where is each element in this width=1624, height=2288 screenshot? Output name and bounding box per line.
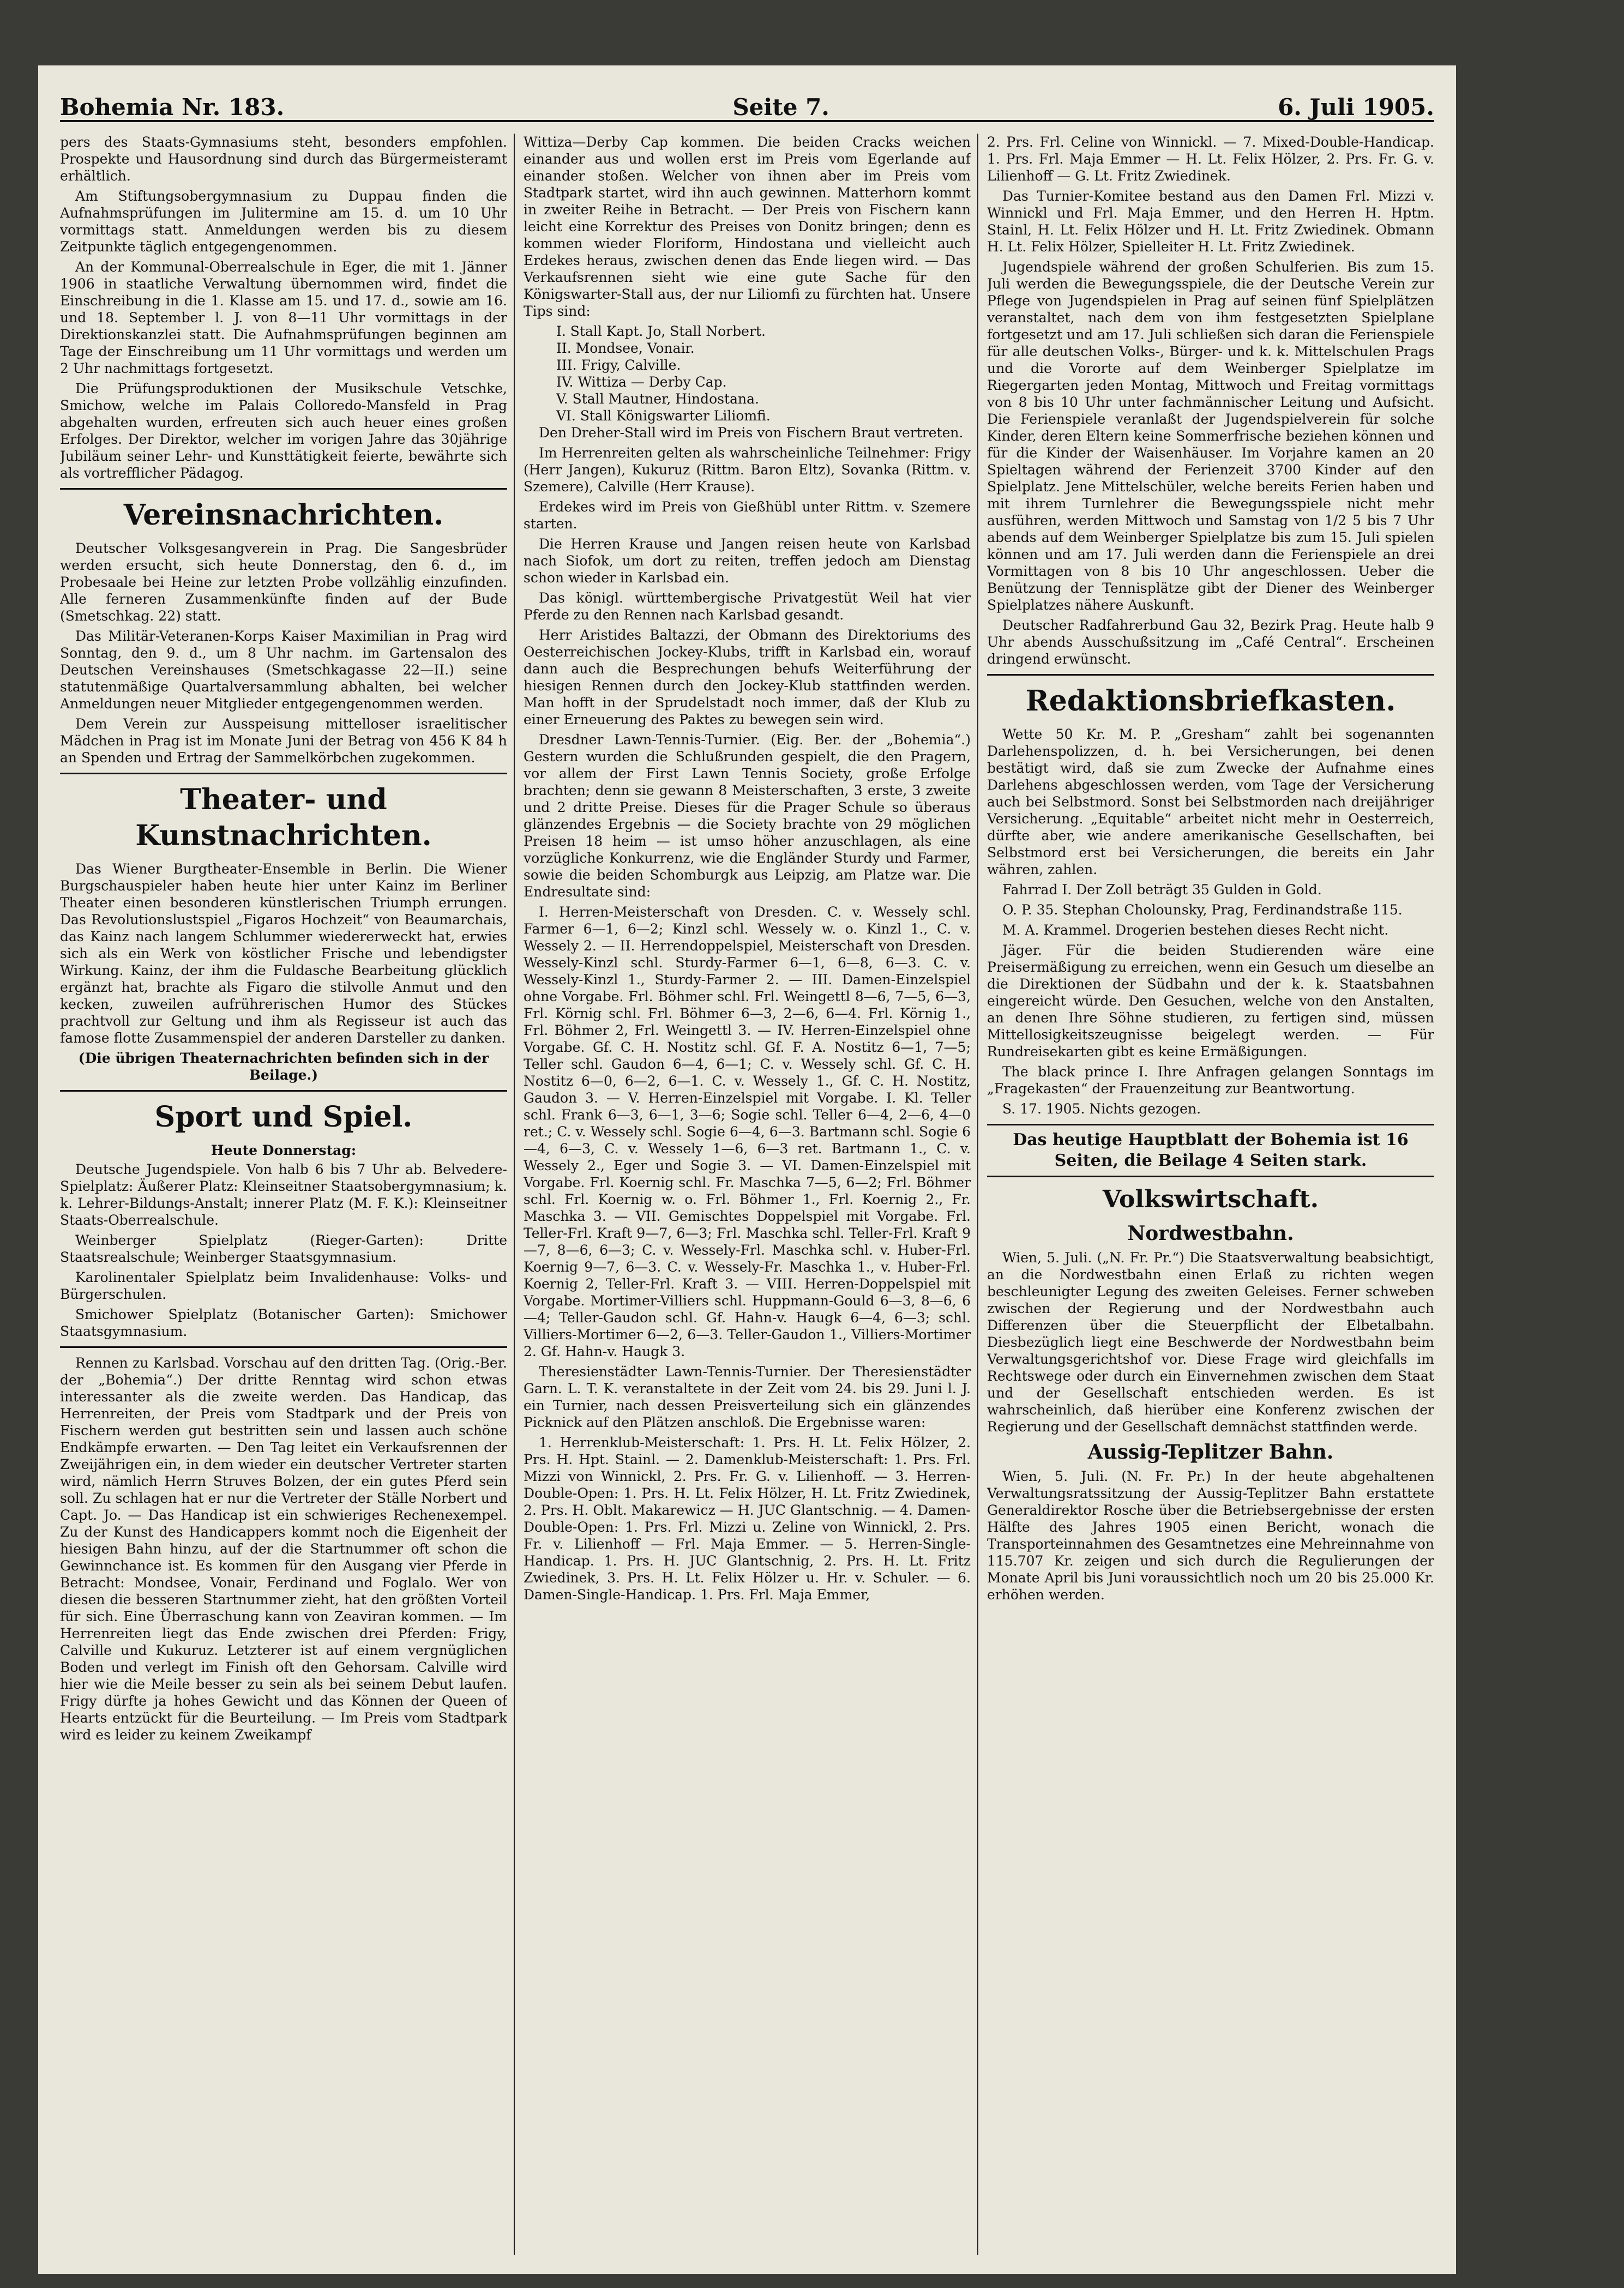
paragraph: Das Wiener Burgtheater-Ensemble in Berlin. Die Wiener Burgschauspieler haben heute hier unter Kainz im Berliner Theater einen besonderen künstlerischen Triumph errungen. Das Revolutionslustspiel „Figaros Hochzeit“ von Beaumarchais, das Kainz nach langem Schlummer wiedererweckt hat, erwies sich als ein Werk von köstlicher Frische und lebendigster Wirkung. Kainz, der ihm die Fuldasche Bearbeitung glücklich ergänzt hat, brachte als Figaro die stilvolle Anmut und den kecken, zuweilen aufrührerischen Humor des Stückes prachtvoll zur Geltung und ihm als Regisseur ist auch das famose flotte Zusammenspiel der anderen Darsteller zu danken.	[60, 861, 507, 1046]
paragraph: Herr Aristides Baltazzi, der Obmann des Direktoriums des Oesterreichischen Jockey-Klubs, trifft in Karlsbad ein, worauf dann auch die Besprechungen behufs Weiterführung der hiesigen Rennen durch den Jockey-Klub stattfinden werden. Man hofft in der Sprudelstadt noch immer, daß der Klub zu einer Erneuerung des Paktes zu bewegen sein wird.	[524, 627, 971, 727]
list-item: VI. Stall Königswarter Liliomfi.	[556, 408, 771, 424]
paragraph: Theresienstädter Lawn-Tennis-Turnier. Der Theresienstädter Garn. L. T. K. veranstaltete in der Zeit vom 24. bis 29. Juni l. J. ein Turnier, nach dessen Preisverteilung sich ein glänzendes Picknick auf den Plätzen anschloß. Die Ergebnisse waren:	[524, 1364, 971, 1430]
theater-note: (Die übrigen Theaternachrichten befinden sich in der Beilage.)	[78, 1050, 489, 1083]
paragraph: Jugendspiele während der großen Schulferien. Bis zum 15. Juli werden die Bewegungsspiele, die der Deutsche Verein zur Pflege von Jugendspielen in Prag auf seinen fünf Spielplätzen veranstaltet, nach dem von ihm festgesetzten Spielplane fortgesetzt und am 17. Juli schließen sich daran die Ferienspiele für alle deutschen Volks-, Bürger- und k. k. Mittelschulen Prags und die Vororte auf dem Weinberger Spielplatze im Riegergarten jeden Montag, Mittwoch und Freitag vormittags von 8 bis 10 Uhr unter fachmännischer Leitung und Aufsicht. Die Ferienspiele veranlaßt der Jugendspielverein für solche Kinder, deren Eltern keine Sommerfrische beziehen können und für die Kinder der Waisenhäuser. Im Vorjahre kamen an 20 Spieltagen während der Ferienzeit 3700 Kinder auf den Spielplatz. Jene Mittelschüler, welche bereits Ferien haben und mit ihrem Turnlehrer die Bewegungsspiele nicht mehr ausführen, werden Mittwoch und Samstag von 1/2 5 bis 7 Uhr abends auf dem Weinberger Spielplatze bis zum 15. Juli spielen können und am 17. Juli werden dann die Ferienspiele an drei Vormittagen von 8 bis 10 Uhr angeschlossen. Ueber die Benützung der Tennisplätze gibt der Diener des Weinberger Spielplatzes nähere Auskunft.	[987, 259, 1434, 613]
section-rule	[60, 773, 507, 774]
paragraph: 2. Prs. Frl. Celine von Winnickl. — 7. Mixed-Double-Handicap. 1. Prs. Frl. Maja Emmer — H. Lt. Felix Hölzer, 2. Prs. Fr. G. v. Lilienhoff — G. Lt. Fritz Zwiedinek.	[987, 134, 1434, 184]
paragraph: Die Prüfungsproduktionen der Musikschule Vetschke, Smichow, welche im Palais Colloredo-Mansfeld in Prag abgehalten wurden, erfreuten sich auch heuer eines großen Erfolges. Der Direktor, welcher im vorigen Jahre das 30jährige Jubiläum seiner Lehr- und Kunsttätigkeit feierte, bewährte sich als vortrefflicher Pädagog.	[60, 381, 507, 481]
paragraph: Das Militär-Veteranen-Korps Kaiser Maximilian in Prag wird Sonntag, den 9. d., um 8 Uhr nachm. im Gartensalon des Deutschen Vereinshauses (Smetschkagasse 22—II.) seine statutenmäßige Quartalversammlung abhalten, bei welcher Anmeldungen neuer Mitglieder entgegengenommen werden.	[60, 628, 507, 712]
paragraph: Deutsche Jugendspiele. Von halb 6 bis 7 Uhr ab. Belvedere-Spielplatz: Äußerer Platz: Kleinseitner Staatsobergymnasium; k. k. Lehrer-Bildungs-Anstalt; innerer Platz (M. F. K.): Kleinseitner Staats-Oberrealschule.	[60, 1161, 507, 1228]
paragraph: Dem Verein zur Ausspeisung mittelloser israelitischer Mädchen in Prag ist im Monate Juni der Betrag von 456 K 84 h an Spenden und Ertrag der Sammelkörbchen zugekommen.	[60, 716, 507, 766]
list-item: IV. Wittiza — Derby Cap.	[556, 374, 727, 390]
column-3	[987, 134, 1434, 2255]
paragraph: I. Herren-Meisterschaft von Dresden. C. v. Wessely schl. Farmer 6—1, 6—2; Kinzl schl. Wessely w. o. Kinzl 1., C. v. Wessely 2. — II. Herrendoppelspiel, Meisterschaft von Dresden. Wessely-Kinzl schl. Sturdy-Farmer 6—1, 6—8, 6—3. C. v. Wessely-Kinzl 1., Sturdy-Farmer 2. — III. Damen-Einzelspiel ohne Vorgabe. Frl. Böhmer schl. Frl. Weingettl 8—6, 7—5, 6—3, Frl. Körnig schl. Frl. Böhmer 6—3, 2—6, 6—4. Frl. Körnig 1., Frl. Böhmer 2, Frl. Weingettl 3. — IV. Herren-Einzelspiel ohne Vorgabe. Gf. C. H. Nostitz schl. Gf. F. A. Nostitz 6—1, 7—5; Teller schl. Gaudon 6—4, 6—1; C. v. Wessely schl. Gf. C. H. Nostitz 6—0, 6—2, 6—1. C. v. Wessely 1., Gf. C. H. Nostitz, Gaudon 3. — V. Herren-Einzelspiel mit Vorgabe. I. Kl. Teller schl. Frank 6—3, 6—1, 3—6; Sogie schl. Teller 6—4, 2—6, 4—0 ret.; C. v. Wessely schl. Sogie 6—4, 6—3. Bartmann schl. Sogie 6—4, 6—3, C. v. Wessely 1—6, 6—3 ret. Bartmann 1., C. v. Wessely 2., Eger und Sogie 3. — VI. Damen-Einzelspiel mit Vorgabe. Frl. Koernig schl. Fr. Maschka 7—5, 6—2; Frl. Böhmer schl. Frl. Koernig w. o. Frl. Böhmer 1., Frl. Koernig 2., Fr. Maschka 3. — VII. Gemischtes Doppelspiel mit Vorgabe. Frl. Teller-Frl. Kraft 9—7, 6—3; Frl. Maschka schl. Teller-Frl. Kraft 9—7, 8—6, 6—3; C. v. Wessely-Frl. Maschka schl. v. Huber-Frl. Koernig 9—7, 6—3. C. v. Wessely-Fr. Maschka 1., v. Huber-Frl. Koernig 2, Teller-Frl. Kraft 3. — VIII. Herren-Doppelspiel mit Vorgabe. Mortimer-Villiers schl. Huppmann-Gould 6—3, 8—6, 6—4; Teller-Gaudon schl. Gf. Hahn-v. Haugk 6—4, 6—3; schl. Villiers-Mortimer 6—2, 6—3. Teller-Gaudon 1., Villiers-Mortimer 2. Gf. Hahn-v. Haugk 3.	[524, 904, 971, 1359]
paragraph: Im Herrenreiten gelten als wahrscheinliche Teilnehmer: Frigy (Herr Jangen), Kukuruz (Rittm. Baron Eltz), Sovanka (Rittm. v. Szemere), Calville (Herr Krause).	[524, 445, 971, 495]
section-rule	[987, 674, 1434, 676]
paragraph: pers des Staats-Gymnasiums steht, besonders empfohlen. Prospekte und Hausordnung sind durch das Bürgermeisteramt erhältlich.	[60, 134, 507, 184]
paragraph: Am Stiftungsobergymnasium zu Duppau finden die Aufnahmsprüfungen im Julitermine am 15. d. um 10 Uhr vormittags statt. Anmeldungen werden bis zu diesem Zeitpunkte täglich entgegengenommen.	[60, 188, 507, 255]
masthead-date: 6. Juli 1905.	[1278, 94, 1434, 121]
section-rule	[60, 1090, 507, 1092]
masthead-paper: Bohemia Nr. 183.	[60, 94, 285, 121]
paragraph: Weinberger Spielplatz (Rieger-Garten): Dritte Staatsrealschule; Weinberger Staatsgymnasium.	[60, 1232, 507, 1265]
paragraph: M. A. Krammel. Drogerien bestehen dieses Recht nicht.	[1002, 922, 1389, 938]
masthead	[60, 87, 1434, 122]
paragraph: The black prince I. Ihre Anfragen gelangen Sonntags im „Fragekasten“ der Frauenzeitung zur Beantwortung.	[987, 1064, 1434, 1097]
paragraph: Jäger. Für die beiden Studierenden wäre eine Preisermäßigung zu erreichen, wenn ein Gesuch um dieselbe an die Direktionen der Südbahn und der k. k. Staatsbahnen eingereicht würde. Den Gesuchen, welche von den Anstalten, an denen Ihre Söhne studieren, zu fertigen sind, müssen Mittellosigkeitszeugnisse beigelegt werden. — Für Rundreisekarten gibt es keine Ermäßigungen.	[987, 942, 1434, 1059]
paragraph: Den Dreher-Stall wird im Preis von Fischern Braut vertreten.	[539, 425, 964, 441]
column-divider	[977, 134, 978, 2255]
list-item: III. Frigy, Calville.	[556, 357, 681, 373]
paragraph: Deutscher Radfahrerbund Gau 32, Bezirk Prag. Heute halb 9 Uhr abends Ausschußsitzung im „Café Central“. Erscheinen dringend erwünscht.	[987, 617, 1434, 667]
paragraph: Wien, 5. Juli. („N. Fr. Pr.“) Die Staatsverwaltung beabsichtigt, an die Nordwestbahn einen Erlaß zu richten wegen beschleunigter Legung des zweiten Geleises. Ferner schweben zwischen der Regierung und der Nordwestbahn auch Differenzen über die Steuerpflicht der Elbetalbahn. Diesbezüglich liegt eine Beschwerde der Nordwestbahn beim Verwaltungsgerichtshof vor. Diese Frage wird gleichfalls im Rechtswege oder durch ein Einvernehmen zwischen dem Staat und der Gesellschaft entschieden werden. Es ist wahrscheinlich, daß hierüber eine Konferenz zwischen der Regierung und der Gesellschaft demnächst stattfinden werde.	[987, 1250, 1434, 1435]
paragraph: Smichower Spielplatz (Botanischer Garten): Smichower Staatsgymnasium.	[60, 1306, 507, 1339]
section-rule	[60, 1346, 507, 1348]
column-1	[60, 134, 507, 2255]
column-2	[524, 134, 971, 2255]
paragraph: Fahrrad I. Der Zoll beträgt 35 Gulden in Gold.	[1002, 882, 1322, 898]
subheading: Heute Donnerstag:	[210, 1142, 357, 1158]
section-heading-volkswirtschaft: Volkswirtschaft.	[1102, 1185, 1319, 1213]
paragraph: Dresdner Lawn-Tennis-Turnier. (Eig. Ber. der „Bohemia“.) Gestern wurden die Schlußrunden gespielt, die den Pragern, vor allem der First Lawn Tennis Society, große Erfolge brachten; denn sie gewann 8 Meisterschaften, 3 erste, 3 zweite und 2 dritte Preise. Dieses für die Prager Schule so überaus glänzendes Ergebnis — die Society brachte von 29 möglichen Preisen 18 heim — ist umso höher anzuschlagen, als eine vorzügliche Konkurrenz, wie die Engländer Sturdy und Farmer, sowie die beiden Schomburgk aus Leipzig, am Platze war. Die Endresultate sind:	[524, 732, 971, 900]
masthead-page-number: Seite 7.	[732, 94, 829, 121]
newspaper-page	[38, 65, 1456, 2274]
subsection-heading-nordwestbahn: Nordwestbahn.	[1127, 1222, 1294, 1245]
paragraph: Die Herren Krause und Jangen reisen heute von Karlsbad nach Siofok, um dort zu reiten, treffen jedoch am Dienstag schon wieder in Karlsbad ein.	[524, 536, 971, 586]
section-heading-sport: Sport und Spiel.	[154, 1100, 413, 1134]
subsection-heading-aussig-teplitzer-bahn: Aussig-Teplitzer Bahn.	[1087, 1441, 1334, 1464]
paragraph: Karolinentaler Spielplatz beim Invalidenhause: Volks- und Bürgerschulen.	[60, 1269, 507, 1302]
list-item: II. Mondsee, Vonair.	[556, 340, 695, 356]
section-rule	[60, 488, 507, 490]
paragraph: Erdekes wird im Preis von Gießhübl unter Rittm. v. Szemere starten.	[524, 499, 971, 532]
paragraph: Das königl. württembergische Privatgestüt Weil hat vier Pferde zu den Rennen nach Karlsbad gesandt.	[524, 590, 971, 623]
paragraph: Rennen zu Karlsbad. Vorschau auf den dritten Tag. (Orig.-Ber. der „Bohemia“.) Der dritte Renntag wird schon etwas interessanter als die zweite werden. Das Handicap, das Herrenreiten, der Preis vom Stadtpark und der Preis von Fischern werden gut bestritten sein und lassen auch schöne Endkämpfe erwarten. — Den Tag leitet ein Verkaufsrennen der Zweijährigen ein, in dem wieder ein deutscher Vertreter starten wird, nämlich Herrn Struves Bolzen, der ein gutes Pferd sein soll. Zu schlagen hat er nur die Vertreter der Ställe Norbert und Capt. Jo. — Das Handicap ist ein schwieriges Rechenexempel. Zu der Kunst des Handicappers kommt noch die Eigenheit der hiesigen Bahn hinzu, auf der die Startnummer oft schon die Gewinnchance ist. Es kommen für den Ausgang vier Pferde in Betracht: Mondsee, Vonair, Ferdinand und Foglalo. Wer von diesen die besseren Startnummer zieht, hat den größten Vorteil für sich. Eine Überraschung kann von Zeaviran kommen. — Im Herrenreiten liegt das Ende zwischen drei Pferden: Frigy, Calville und Kukuruz. Letzterer ist auf einem vergnüglichen Boden und verlegt im Finish oft den Gehorsam. Calville wird hier wie die Meile besser zu sein als bei seinem Debut laufen. Frigy dürfte ja hohes Gewicht und das Können der Queen of Hearts entzückt für die Beurteilung. — Im Preis vom Stadtpark wird es leider zu keinem Zweikampf	[60, 1355, 507, 1743]
paragraph: An der Kommunal-Oberrealschule in Eger, die mit 1. Jänner 1906 in staatliche Verwaltung übernommen wird, findet die Einschreibung in die 1. Klasse am 15. und 17. d., sowie am 16. und 18. September l. J. von 8—11 Uhr vormittags in der Direktionskanzlei statt. Die Aufnahmsprüfungen beginnen am Tage der Einschreibung um 11 Uhr vormittags und werden um 2 Uhr nachmittags fortgesetzt.	[60, 259, 507, 376]
paragraph: Deutscher Volksgesangverein in Prag. Die Sangesbrüder werden ersucht, sich heute Donnerstag, den 6. d., im Probesaale bei Heine zur letzten Probe vollzählig einzufinden. Alle ferneren Zusammenkünfte finden auf der Bude (Smetschkag. 22) statt.	[60, 540, 507, 624]
column-divider	[514, 134, 515, 2255]
page-count-notice: Das heutige Hauptblatt der Bohemia ist 16 Seiten, die Beilage 4 Seiten stark.	[987, 1124, 1434, 1177]
paragraph: Wien, 5. Juli. (N. Fr. Pr.) In der heute abgehaltenen Verwaltungsratssitzung der Aussig-Teplitzer Bahn erstattete Generaldirektor Rosche über die Betriebsergebnisse der ersten Hälfte des Jahres 1905 einen Bericht, wonach die Transporteinnahmen des Gesamtnetzes eine Mehreinnahme von 115.707 Kr. zeigen und sich durch die Regulierungen der Monate April bis Juni voraussichtlich noch um 20 bis 25.000 Kr. erhöhen werden.	[987, 1468, 1434, 1603]
paragraph: Wette 50 Kr. M. P. „Gresham“ zahlt bei sogenannten Darlehenspolizzen, d. h. bei Versicherungen, bei denen bestätigt wird, daß sie zum Zwecke der Aufnahme eines Darlehens abgeschlossen werden, vom Tage der Versicherung auch bei Selbstmord. Sonst bei Selbstmorden nach dreijähriger Versicherung. „Equitable“ arbeitet nicht mehr in Oesterreich, dürfte aber, wie andere amerikanische Gesellschaften, bei Selbstmord erst bei Versicherungen, die bereits ein Jahr währen, zahlen.	[987, 726, 1434, 877]
paragraph: Wittiza—Derby Cap kommen. Die beiden Cracks weichen einander aus und wollen erst im Preis vom Egerlande auf einander stoßen. Welcher von ihnen aber im Preis vom Stadtpark startet, wird ihn auch gewinnen. Matterhorn kommt in zweiter Reihe in Betracht. — Der Preis von Fischern kann leicht eine Korrektur des Preises von Donitz bringen; denn es kommen wieder Floriform, Hindostana und vielleicht auch Erdekes heraus, zwischen denen das Ende liegen wird. — Das Verkaufsrennen sieht wie eine gute Sache für den Königswarter-Stall aus, der nur Liliomfi zu fürchten hat. Unsere Tips sind:	[524, 134, 971, 319]
paragraph: 1. Herrenklub-Meisterschaft: 1. Prs. H. Lt. Felix Hölzer, 2. Prs. H. Hpt. Stainl. — 2. Damenklub-Meisterschaft: 1. Prs. Frl. Mizzi von Winnickl, 2. Prs. Fr. G. v. Lilienhoff. — 3. Herren-Double-Open: 1. Prs. H. Lt. Felix Hölzer, H. Lt. Fritz Zwiedinek, 2. Prs. H. Oblt. Makarewicz — H. JUC Glantschnig. — 4. Damen-Double-Open: 1. Prs. Frl. Mizzi u. Zeline von Winnickl, 2. Prs. Fr. v. Lilienhoff — Frl. Maja Emmer. — 5. Herren-Single-Handicap. 1. Prs. H. JUC Glantschnig, 2. Prs. H. Lt. Fritz Zwiedinek, 3. Prs. H. Lt. Felix Hölzer u. Hr. v. Schuler. — 6. Damen-Single-Handicap. 1. Prs. Frl. Maja Emmer,	[524, 1435, 971, 1603]
section-heading-redaktionsbriefkasten: Redaktionsbriefkasten.	[1025, 684, 1396, 718]
list-item: I. Stall Kapt. Jo, Stall Norbert.	[556, 323, 766, 339]
section-heading-theater: Theater- und Kunstnachrichten.	[135, 783, 432, 852]
paragraph: S. 17. 1905. Nichts gezogen.	[1002, 1101, 1201, 1117]
list-item: V. Stall Mautner, Hindostana.	[556, 391, 759, 407]
paragraph: Das Turnier-Komitee bestand aus den Damen Frl. Mizzi v. Winnickl und Frl. Maja Emmer, und den Herren H. Hptm. Stainl, H. Lt. Felix Hölzer und H. Lt. Fritz Zwiedinek. Obmann H. Lt. Felix Hölzer, Spielleiter H. Lt. Fritz Zwiedinek.	[987, 188, 1434, 255]
paragraph: O. P. 35. Stephan Cholounsky, Prag, Ferdinandstraße 115.	[1002, 902, 1403, 918]
section-heading-vereinsnachrichten: Vereinsnachrichten.	[123, 498, 444, 532]
